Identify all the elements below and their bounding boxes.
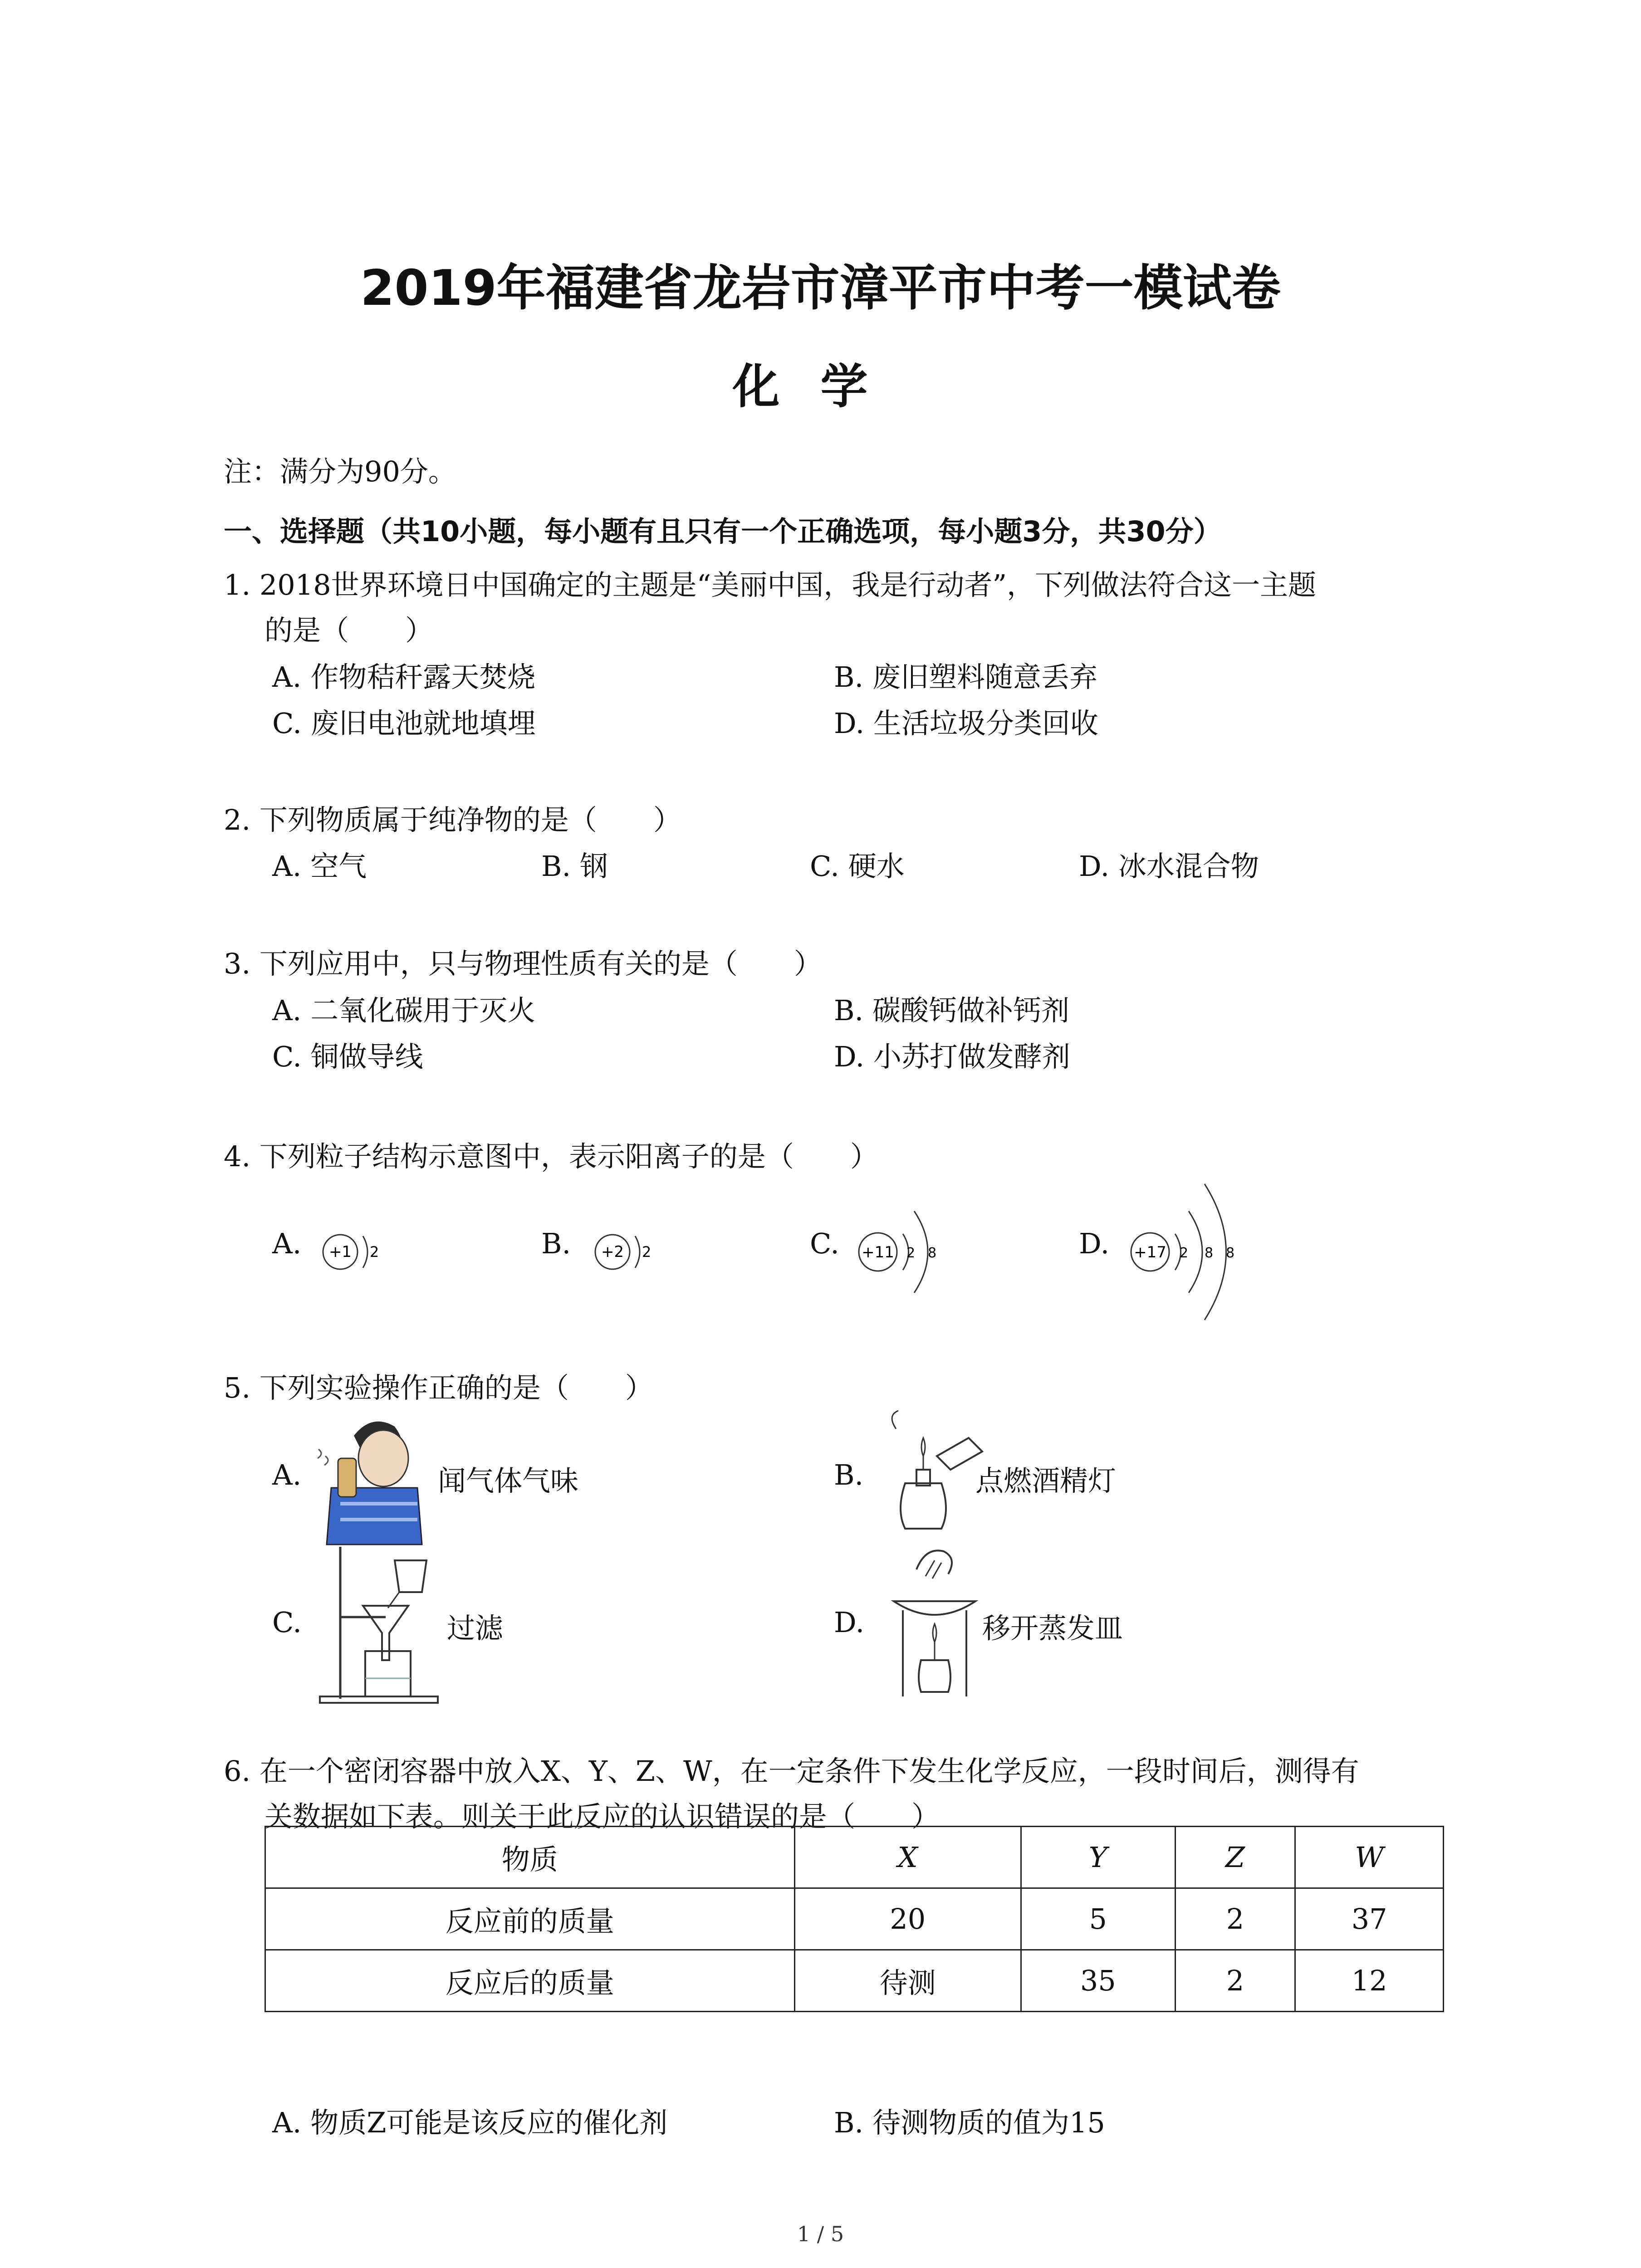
- score-note: 注：满分为90分。: [224, 455, 456, 488]
- smelling-gas-illustration: [313, 1408, 436, 1545]
- q2-option-a: A. 空气: [272, 850, 367, 883]
- table-cell: 2: [1175, 1950, 1295, 2012]
- nucleus-charge-d: +17: [1134, 1243, 1166, 1261]
- table-cell: 37: [1295, 1888, 1444, 1950]
- q4-option-d-label: D.: [1079, 1227, 1110, 1260]
- table-header-cell: 物质: [265, 1827, 795, 1888]
- table-header-cell: Z: [1175, 1827, 1295, 1888]
- nucleus-charge-b: +2: [601, 1243, 624, 1261]
- shell-c-1: 2: [906, 1245, 916, 1261]
- q4-option-b-label: B.: [541, 1227, 571, 1260]
- atom-diagram-c: [853, 1198, 971, 1306]
- table-cell: 反应前的质量: [265, 1888, 795, 1950]
- shell-d-3: 8: [1226, 1245, 1235, 1261]
- q5-option-c-label: C.: [272, 1606, 302, 1639]
- table-cell: 5: [1021, 1888, 1175, 1950]
- q4-stem: 4. 下列粒子结构示意图中，表示阳离子的是（ ）: [224, 1140, 878, 1173]
- q5-option-a-text: 闻气体气味: [438, 1464, 579, 1497]
- q2-option-c: C. 硬水: [810, 850, 905, 883]
- table-header-cell: Y: [1021, 1827, 1175, 1888]
- q1-option-c: C. 废旧电池就地填埋: [272, 707, 536, 740]
- page-number: 1 / 5: [797, 2222, 844, 2246]
- table-cell: 反应后的质量: [265, 1950, 795, 2012]
- table-row: [265, 1888, 1444, 1950]
- subject-title: 化学: [732, 359, 909, 414]
- table-header-cell: W: [1295, 1827, 1444, 1888]
- q6-stem-line1: 6. 在一个密闭容器中放入X、Y、Z、W，在一定条件下发生化学反应，一段时间后，测得有: [224, 1755, 1359, 1788]
- q2-option-b: B. 钢: [541, 850, 608, 883]
- exam-title: 2019年福建省龙岩市漳平市中考一模试卷: [360, 260, 1281, 317]
- q6-option-b: B. 待测物质的值为15: [834, 2106, 1105, 2139]
- q3-option-c: C. 铜做导线: [272, 1040, 423, 1073]
- table-cell: 待测: [794, 1950, 1021, 2012]
- table-cell: 12: [1295, 1950, 1444, 2012]
- table-cell: 20: [794, 1888, 1021, 1950]
- nucleus-charge-a: +1: [328, 1243, 352, 1261]
- section-heading: 一、选择题（共10小题，每小题有且只有一个正确选项，每小题3分，共30分）: [224, 515, 1222, 548]
- nucleus-charge-c: +11: [862, 1243, 894, 1261]
- shell-b-1: 2: [642, 1243, 652, 1261]
- table-cell: 35: [1021, 1950, 1175, 2012]
- q5-option-d-label: D.: [834, 1606, 865, 1639]
- q1-option-d: D. 生活垃圾分类回收: [834, 707, 1098, 740]
- q5-option-b-label: B.: [834, 1458, 864, 1491]
- q2-stem: 2. 下列物质属于纯净物的是（ ）: [224, 803, 681, 836]
- evaporating-dish-illustration: [885, 1542, 989, 1706]
- atom-diagram-a: [318, 1225, 390, 1279]
- shell-a-1: 2: [370, 1243, 379, 1261]
- q5-option-a-label: A.: [272, 1458, 302, 1491]
- q2-option-d: D. 冰水混合物: [1079, 850, 1259, 883]
- atom-diagram-d: [1125, 1179, 1279, 1325]
- q6-stem-line2: 关数据如下表。则关于此反应的认识错误的是（ ）: [265, 1800, 940, 1833]
- shell-c-2: 8: [928, 1245, 937, 1261]
- q5-option-d-text: 移开蒸发皿: [982, 1612, 1123, 1645]
- shell-d-2: 8: [1205, 1245, 1214, 1261]
- table-header-row: [265, 1827, 1444, 1888]
- q1-option-b: B. 废旧塑料随意丢弃: [834, 660, 1097, 694]
- table-header-cell: X: [794, 1827, 1021, 1888]
- filtration-illustration: [313, 1542, 449, 1706]
- q4-option-c-label: C.: [810, 1227, 839, 1260]
- shell-d-1: 2: [1180, 1245, 1189, 1261]
- table-cell: 2: [1175, 1888, 1295, 1950]
- q3-option-d: D. 小苏打做发酵剂: [834, 1040, 1070, 1073]
- q5-option-b-text: 点燃酒精灯: [975, 1464, 1117, 1497]
- lighting-lamp-illustration: [878, 1411, 987, 1538]
- q5-stem: 5. 下列实验操作正确的是（ ）: [224, 1371, 653, 1404]
- reaction-data-table: [265, 1826, 1444, 2012]
- q1-option-a: A. 作物秸秆露天焚烧: [272, 660, 536, 694]
- table-row: [265, 1950, 1444, 2012]
- atom-diagram-b: [590, 1225, 662, 1279]
- q3-option-a: A. 二氧化碳用于灭火: [272, 994, 536, 1027]
- q4-option-a-label: A.: [272, 1227, 302, 1260]
- q1-stem-line1: 1. 2018世界环境日中国确定的主题是“美丽中国，我是行动者”，下列做法符合这一主题: [224, 568, 1317, 601]
- q1-stem-line2: 的是（ ）: [265, 614, 434, 647]
- q3-option-b: B. 碳酸钙做补钙剂: [834, 994, 1069, 1027]
- q3-stem: 3. 下列应用中，只与物理性质有关的是（ ）: [224, 947, 822, 980]
- q5-option-c-text: 过滤: [447, 1612, 504, 1645]
- q6-option-a: A. 物质Z可能是该反应的催化剂: [272, 2106, 668, 2139]
